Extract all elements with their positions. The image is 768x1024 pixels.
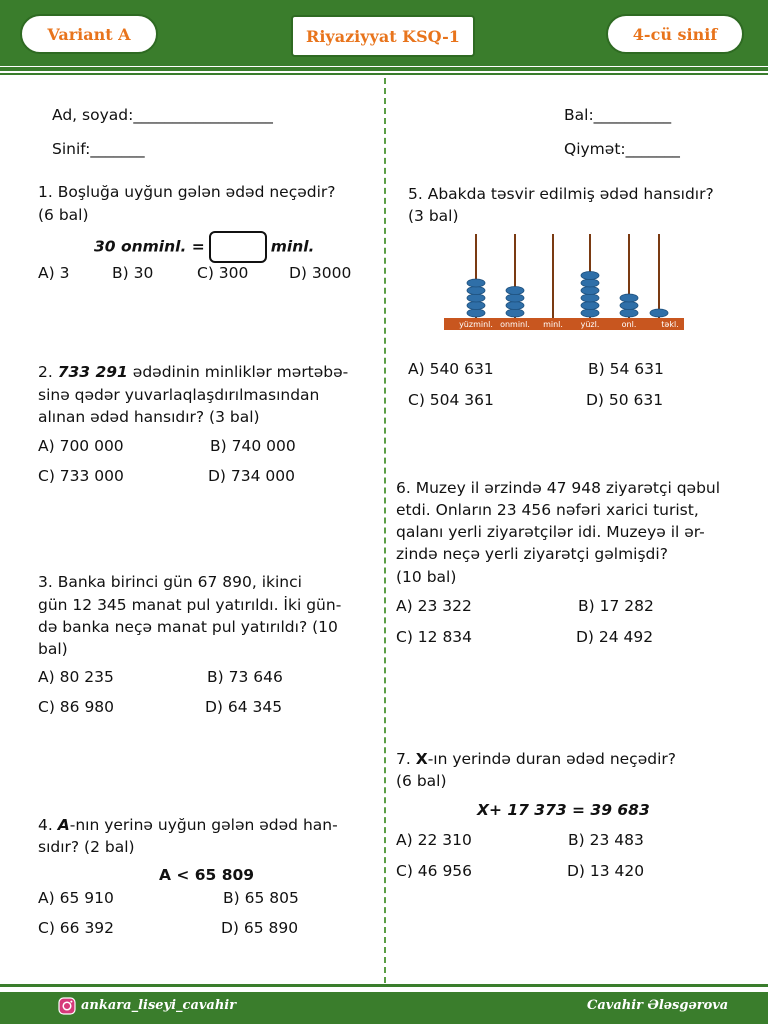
q3-option-b[interactable]: B) 73 646 xyxy=(207,668,283,686)
q7-option-a[interactable]: A) 22 310 xyxy=(396,831,472,849)
score-field: Bal:__________ xyxy=(564,106,672,124)
header-rule-thin xyxy=(0,73,768,75)
q4-option-b[interactable]: B) 65 805 xyxy=(223,889,299,907)
q3-option-a[interactable]: A) 80 235 xyxy=(38,668,114,686)
q1-option-a[interactable]: A) 3 xyxy=(38,264,70,282)
abacus-label: minl. xyxy=(543,320,563,329)
abacus-label: təkl. xyxy=(661,320,679,329)
abacus-bead xyxy=(581,309,599,317)
instagram-icon xyxy=(58,997,76,1015)
q6-option-c[interactable]: C) 12 834 xyxy=(396,628,473,646)
q2-option-a[interactable]: A) 700 000 xyxy=(38,437,124,455)
abacus-bead xyxy=(506,309,524,317)
abacus-bead xyxy=(620,309,638,317)
header-rule xyxy=(0,67,768,71)
q7-text: 7. X-ın yerində duran ədəd neçədir? xyxy=(396,750,676,768)
q4-text: 4. A-nın yerinə uyğun gələn ədəd han- xyxy=(38,816,338,834)
q6-text-3: qalanı yerli ziyarətçilər idi. Muzeyə il ər- xyxy=(396,523,705,541)
footer-rule xyxy=(0,984,768,987)
q5-text: 5. Abakda təsvir edilmiş ədəd hansıdır? xyxy=(408,185,714,203)
q7-expression: X+ 17 373 = 39 683 xyxy=(477,801,650,819)
q4-option-a[interactable]: A) 65 910 xyxy=(38,889,114,907)
q5-points: (3 bal) xyxy=(408,207,459,225)
abacus-bead xyxy=(650,309,668,317)
author-name: Cavahir Ələsgərova xyxy=(587,998,729,1013)
abacus-label: yüzminl. xyxy=(459,320,493,329)
abacus-illustration xyxy=(442,232,688,332)
q3-text-3: də banka neçə manat pul yatırıldı? (10 xyxy=(38,618,338,636)
q3-option-c[interactable]: C) 86 980 xyxy=(38,698,115,716)
column-divider xyxy=(384,78,386,983)
abacus-bead xyxy=(581,279,599,287)
abacus-label: yüzl. xyxy=(580,320,600,329)
name-field: Ad, soyad:__________________ xyxy=(52,106,273,124)
abacus-bead xyxy=(467,287,485,295)
q1-option-c[interactable]: C) 300 xyxy=(197,264,249,282)
abacus-bead xyxy=(620,294,638,302)
abacus-bead xyxy=(467,294,485,302)
q5-option-d[interactable]: D) 50 631 xyxy=(586,391,664,409)
q7-option-c[interactable]: C) 46 956 xyxy=(396,862,473,880)
q4-option-c[interactable]: C) 66 392 xyxy=(38,919,115,937)
page-title: Riyaziyyat KSQ-1 xyxy=(291,15,475,57)
q3-text-2: gün 12 345 manat pul yatırıldı. İki gün- xyxy=(38,596,342,614)
abacus-label: onminl. xyxy=(500,320,530,329)
q1-expression: 30 onminl. = minl. xyxy=(94,231,314,263)
q3-text-4: bal) xyxy=(38,640,68,658)
q4-text-2: sıdır? (2 bal) xyxy=(38,838,135,856)
q5-option-b[interactable]: B) 54 631 xyxy=(588,360,664,378)
q2-option-d[interactable]: D) 734 000 xyxy=(208,467,296,485)
q2-option-c[interactable]: C) 733 000 xyxy=(38,467,124,485)
grade-field: Qiymət:_______ xyxy=(564,140,680,158)
q6-text: 6. Muzey il ərzində 47 948 ziyarətçi qəbul xyxy=(396,479,721,497)
q6-option-b[interactable]: B) 17 282 xyxy=(578,597,654,615)
abacus-bead xyxy=(467,279,485,287)
abacus-bead xyxy=(506,302,524,310)
q6-text-4: zində neçə yerli ziyarətçi gəlmişdi? xyxy=(396,545,668,563)
q3-text: 3. Banka birinci gün 67 890, ikinci xyxy=(38,573,302,591)
abacus-bead xyxy=(581,272,599,280)
q3-option-d[interactable]: D) 64 345 xyxy=(205,698,283,716)
abacus-bead xyxy=(506,287,524,295)
grade-badge: 4-cü sinif xyxy=(606,14,744,54)
q4-option-d[interactable]: D) 65 890 xyxy=(221,919,299,937)
abacus-bead xyxy=(620,302,638,310)
q1-option-d[interactable]: D) 3000 xyxy=(289,264,352,282)
q4-expression: A < 65 809 xyxy=(159,866,255,884)
q2-text-2: sinə qədər yuvarlaqlaşdırılmasından xyxy=(38,386,320,404)
variant-badge: Variant A xyxy=(20,14,158,54)
abacus-bead xyxy=(467,309,485,317)
abacus-label: onl. xyxy=(621,320,637,329)
q2-text: 2. 733 291 ədədinin minliklər mərtəbə- xyxy=(38,363,349,381)
abacus-bead xyxy=(506,294,524,302)
instagram-handle: ankara_liseyi_cavahir xyxy=(81,998,237,1013)
abacus-bead xyxy=(467,302,485,310)
q6-option-d[interactable]: D) 24 492 xyxy=(576,628,654,646)
q6-text-2: etdi. Onların 23 456 nəfəri xarici turist, xyxy=(396,501,699,519)
q7-points: (6 bal) xyxy=(396,772,447,790)
q7-option-b[interactable]: B) 23 483 xyxy=(568,831,644,849)
q1-option-b[interactable]: B) 30 xyxy=(112,264,154,282)
class-field: Sinif:_______ xyxy=(52,140,145,158)
abacus-bead xyxy=(581,287,599,295)
q2-text-3: alınan ədəd hansıdır? (3 bal) xyxy=(38,408,260,426)
abacus-bead xyxy=(581,302,599,310)
q6-option-a[interactable]: A) 23 322 xyxy=(396,597,472,615)
q1-points: (6 bal) xyxy=(38,206,89,224)
q5-option-a[interactable]: A) 540 631 xyxy=(408,360,494,378)
q6-text-5: (10 bal) xyxy=(396,568,457,586)
q7-option-d[interactable]: D) 13 420 xyxy=(567,862,645,880)
q5-option-c[interactable]: C) 504 361 xyxy=(408,391,494,409)
q1-answer-box xyxy=(209,231,267,263)
q1-text: 1. Boşluğa uyğun gələn ədəd neçədir? xyxy=(38,183,336,201)
abacus-bead xyxy=(581,294,599,302)
q2-option-b[interactable]: B) 740 000 xyxy=(210,437,296,455)
